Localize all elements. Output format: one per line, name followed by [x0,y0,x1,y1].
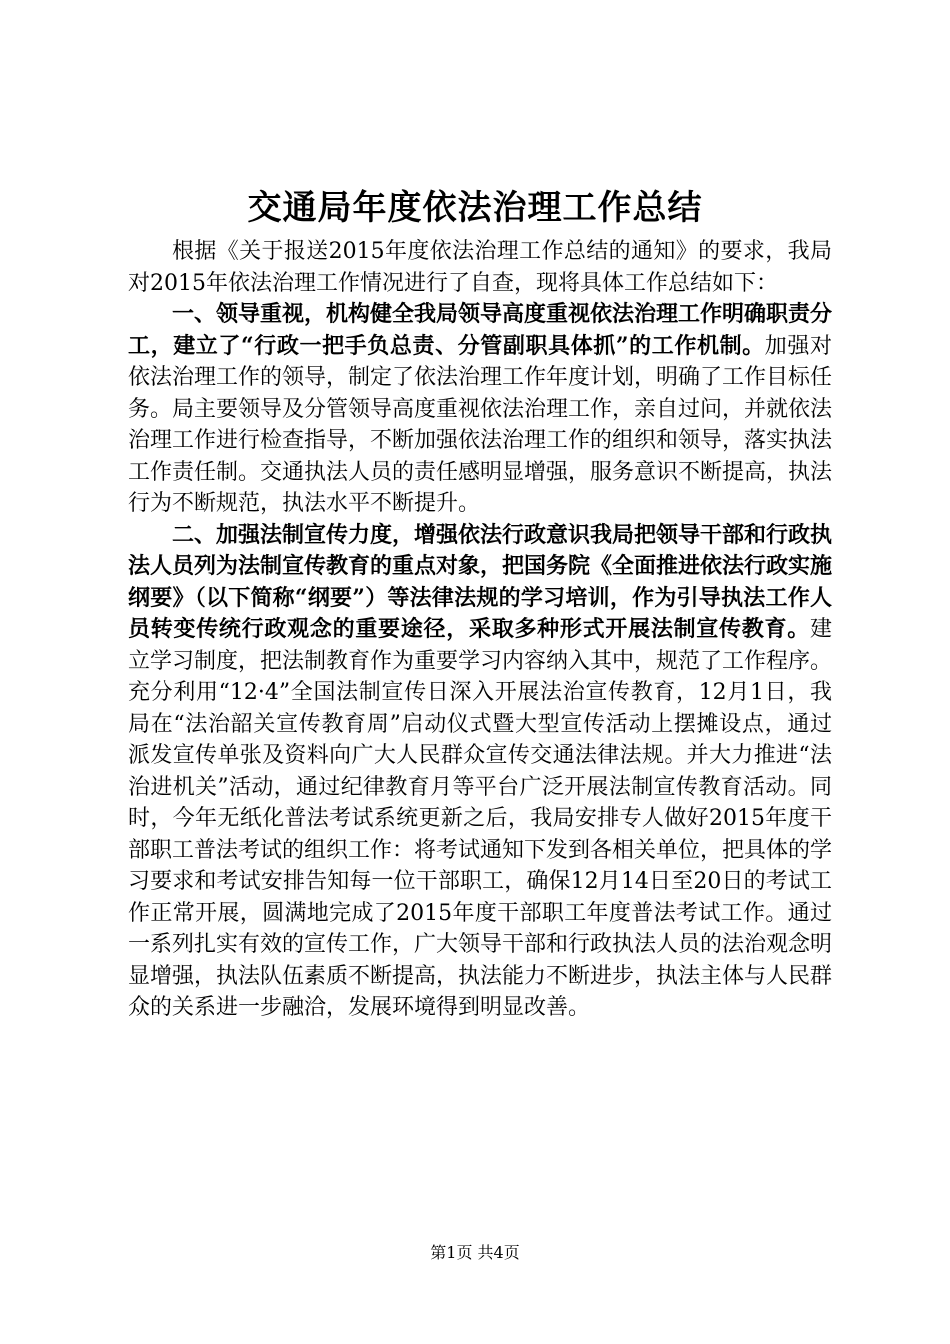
paragraph-section-2 [128,520,832,1024]
paragraph-lead: 一、领导重视，机构健全我局领导高度重视依法治理工作明确职责分工，建立了“行政一把手负总责、分管副职具体抓”的工作机制。 [128,301,833,359]
paragraph-lead: 二、加强法制宣传力度，增强依法行政意识我局把领导干部和行政执法人员列为法制宣传教育的重点对象，把国务院《全面推进依法行政实施纲要》（以下简称“纲要”）等法律法规的学习培训，作为引导执法工作人员转变传统行政观念的重要途径，采取多种形式开展法制宣传教育。 [128,521,833,642]
paragraph-text: 建立学习制度，把法制教育作为重要学习内容纳入其中，规范了工作程序。充分利用“12·4”全国法制宣传日深入开展法治宣传教育，12月1日，我局在“法治韶关宣传教育周”启动仪式暨大型宣传活动上摆摊设点，通过派发宣传单张及资料向广大人民群众宣传交通法律法规。并大力推进“法治进机关”活动，通过纪律教育月等平台广泛开展法制宣传教育活动。同时，今年无纸化普法考试系统更新之后，我局安排专人做好2015年度干部职工普法考试的组织工作：将考试通知下发到各相关单位，把具体的学习要求和考试安排告知每一位干部职工，确保12月14日至20日的考试工作正常开展，圆满地完成了2015年度干部职工年度普法考试工作。通过一系列扎实有效的宣传工作，广大领导干部和行政执法人员的法治观念明显增强，执法队伍素质不断提高，执法能力不断进步，执法主体与人民群众的关系进一步融洽，发展环境得到明显改善。 [128,617,833,1020]
document-title: 交通局年度依法治理工作总结 [247,188,703,228]
document-body [128,236,832,1024]
paragraph-section-1 [128,299,832,520]
paragraph-intro [128,236,832,299]
paragraph-text: 加强对依法治理工作的领导，制定了依法治理工作年度计划，明确了工作目标任务。局主要领导及分管领导高度重视依法治理工作，亲自过问，并就依法治理工作进行检查指导，不断加强依法治理工作的组织和领导，落实执法工作责任制。交通执法人员的责任感明显增强，服务意识不断提高，执法行为不断规范，执法水平不断提升。 [128,333,833,516]
paragraph-text: 根据《关于报送2015年度依法治理工作总结的通知》的要求，我局对2015年依法治理工作情况进行了自查，现将具体工作总结如下： [128,239,832,296]
page-footer: 第1页 共4页 [430,1243,520,1262]
